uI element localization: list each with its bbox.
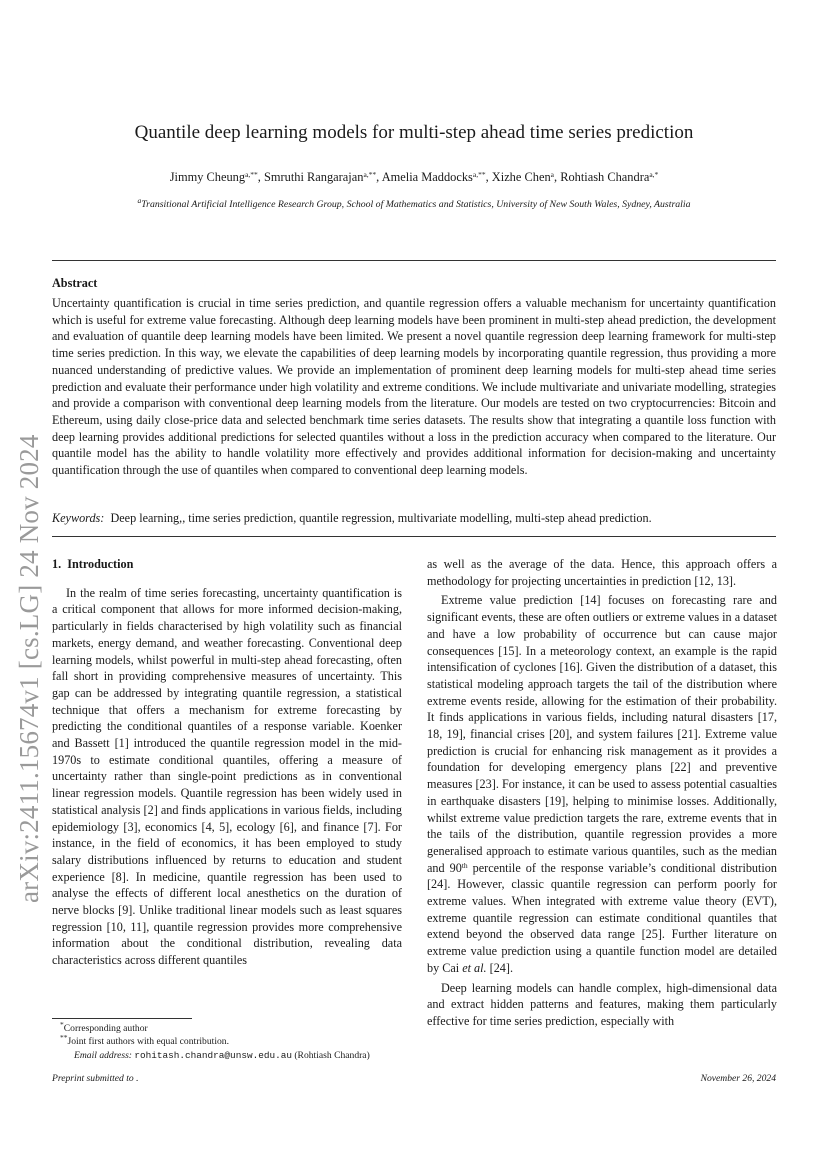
email-label: Email address:: [74, 1049, 133, 1061]
citation-link[interactable]: [10, 11]: [106, 919, 147, 934]
citation-link[interactable]: [24]: [427, 877, 448, 892]
citation-link[interactable]: [2]: [143, 802, 158, 817]
body-text: . However, classic quantile regression can perform poorly for extreme values. When integrated with extreme value theory (EVT), extreme quantile regression can estimate conditional quantiles that extend beyond the observed data range: [427, 877, 777, 942]
citation-link[interactable]: [1]: [114, 736, 129, 751]
body-text: , quantile regression provides more comprehensive information about the conditional distribution, revealing data characteristics across different quantiles: [52, 919, 402, 968]
body-text: In the realm of time series forecasting, uncertainty quantification is a critical component that allows for more informed decision-making, particularly in fields characterised by high volatility such as financial markets, energy demand, and weather forecasting. Conventional deep learning models, whilst powerful in multi-step ahead forecasting, often fall short in providing comprehensive measures of uncertainty. This gap can be addressed by integrating quantile regression, a statistical technique that offers a mechanism for extreme forecasting by predicting the conditional quantiles of a response variable. Koenker and Bassett: [52, 585, 402, 751]
italic-text: et al.: [462, 960, 487, 975]
right-column: [427, 556, 777, 1030]
left-column-text: [52, 585, 402, 969]
keywords-text: Deep learning,, time series prediction, quantile regression, multivariate modelling, multi-step ahead prediction.: [110, 511, 652, 525]
citation-link[interactable]: [14]: [580, 593, 601, 608]
email-owner: (Rohtiash Chandra): [294, 1049, 370, 1061]
citation-link[interactable]: [9]: [118, 903, 133, 918]
citation-link[interactable]: [22]: [670, 760, 691, 775]
footnote-mark: *: [60, 1020, 64, 1029]
citation-link[interactable]: [4, 5]: [201, 819, 230, 834]
body-text: introduced the quantile regression model in the mid-1970s to estimate conditional quantiles, offering a measure of uncertainty rather than single-point predictions as in conventional linear regression models. Quantile regression has been widely used in statistical analysis: [52, 736, 402, 817]
footnote-text: Joint first authors with equal contribution.: [67, 1036, 229, 1048]
author-name: Xizhe Chen: [491, 170, 551, 184]
footnote-corresponding: [60, 1022, 410, 1035]
email-address-link[interactable]: rohitash.chandra@unsw.edu.au: [134, 1049, 292, 1061]
superscript: th: [461, 860, 468, 870]
footer-preprint-note: Preprint submitted to .: [52, 1073, 139, 1084]
body-text: , financial crises: [462, 727, 549, 742]
keywords-rule: [52, 536, 776, 537]
citation-link[interactable]: [25]: [641, 927, 662, 942]
body-text: as well as the average of the data. Hence, this approach offers a methodology for projecting uncertainties in prediction: [427, 557, 777, 588]
body-text: focuses on forecasting rare and significant events, these are often outliers or extreme values in a dataset and have a low probability of occurrence but can cause major consequences: [427, 593, 777, 658]
body-text: . In a meteorology context, an example is the rapid intensification of cyclones: [427, 643, 777, 675]
author-separator: ,: [376, 170, 382, 184]
body-text: .: [509, 960, 513, 975]
footnote-joint: [60, 1035, 410, 1048]
abstract-body: Uncertainty quantification is crucial in time series prediction, and quantile regression offers a valuable mechanism for uncertainty quantification which is useful for extreme value forecasting. Although deep learning models have been prominent in multi-step ahead prediction, the development and evaluation of quantile deep learning models have been limited. We present a novel quantile regression deep learning framework for multi-step time series prediction. In this way, we elevate the capabilities of deep learning models by incorporating quantile regression, thus providing a more nuanced understanding of predictive values. We provide an implementation of prominent deep learning models for multi-step ahead time series prediction and evaluate their performance under high volatility and extreme conditions. We include multivariate and univariate modelling, strategies and provide a comparison with conventional deep learning models from the literature. Our models are tested on two cryptocurrencies: Bitcoin and Ethereum, using daily close-price data and selected benchmark time series datasets. The results show that integrating a quantile loss function with deep learning provides additional predictions for selected quantiles without a loss in the prediction accuracy when compared to the literature. Our quantile model has the ability to handle volatility more effectively and provides additional information for decision-making and uncertainty quantification through the use of quantiles when compared to conventional deep learning models.: [52, 296, 776, 478]
citation-link[interactable]: [20]: [548, 727, 570, 742]
affiliation: [52, 196, 776, 210]
paragraph: [427, 592, 777, 976]
footer-date: November 26, 2024: [700, 1073, 776, 1084]
author-affiliation-mark: a,**: [472, 170, 486, 179]
body-text: Deep learning models can handle complex, high-dimensional data and extract hidden patterns and features, making them particularly effective for time series prediction, especially with: [427, 980, 777, 1028]
body-text: , and finance: [293, 819, 364, 834]
body-text: and finds applications in various fields, including epidemiology: [52, 802, 402, 834]
body-text: . Unlike traditional linear models such as least squares regression: [52, 903, 402, 934]
author-name: Smruthi Rangarajan: [264, 170, 364, 184]
footnote-rule: [52, 1018, 192, 1019]
body-text: percentile of the response variable’s conditional distribution: [467, 860, 777, 875]
author-name: Rohtiash Chandra: [560, 170, 650, 184]
author-name: Amelia Maddocks: [381, 170, 473, 184]
author-name: Jimmy Cheung: [169, 170, 246, 184]
citation-link[interactable]: [12, 13]: [694, 573, 733, 588]
body-text: . For instance, it can be used to assess potential casualties in earthquake disasters: [427, 777, 777, 808]
footnotes: [60, 1022, 410, 1062]
body-text: . For instance, in the field of economics, it has been employed to study salary distributions influenced by returns to education and student experience: [52, 819, 402, 884]
body-text: . Extreme value prediction is crucial for enhancing risk management as it provides a foundation for developing emergency plans: [427, 727, 777, 775]
author-separator: ,: [553, 170, 561, 184]
body-text: . Given the distribution of a dataset, this statistical modeling approach targets the tail of the distribution where extreme events reside, allowing for the estimation of their probability. It finds applications in various fields, including natural disasters: [427, 660, 777, 725]
citation-link[interactable]: [23]: [475, 777, 496, 792]
paragraph: [52, 585, 402, 969]
citation-link[interactable]: [6]: [279, 819, 294, 834]
body-text: , and system failures: [569, 727, 678, 742]
footnote-text: Corresponding author: [63, 1023, 148, 1034]
footnote-mark: **: [60, 1033, 68, 1043]
author-separator: ,: [485, 170, 492, 184]
citation-link[interactable]: [17, 18, 19]: [427, 710, 777, 742]
paragraph: [427, 556, 777, 589]
body-text: . In medicine, quantile regression has been used to analyse the effects of different local anesthetics on the duration of nerve blocks: [52, 869, 402, 918]
author-affiliation-mark: a,**: [245, 170, 258, 179]
author-list: [52, 170, 776, 185]
footnote-email: [60, 1049, 410, 1062]
body-text: Extreme value prediction: [441, 593, 581, 608]
body-text: , helping to minimise losses. Additionally, whilst extreme value prediction targets the rare, extreme events that in the tails of the distribution, quantile regression provides a more generalised approach to estimate various quantiles, such as the median and 90: [427, 793, 777, 875]
left-column: [52, 556, 402, 969]
arxiv-identifier-stamp: arXiv:2411.15674v1 [cs.LG] 24 Nov 2024: [14, 434, 44, 903]
citation-link[interactable]: [24]: [489, 960, 510, 975]
keywords-line: [52, 510, 776, 526]
top-rule: [52, 260, 776, 261]
author-affiliation-mark: a,**: [363, 170, 377, 179]
author-affiliation-mark: a: [550, 170, 554, 179]
affiliation-mark: a: [137, 196, 142, 205]
affiliation-text: Transitional Artificial Intelligence Research Group, School of Mathematics and Statistics, University of New South Wales, Sydney, Australia: [141, 199, 691, 210]
section-number: 1.: [52, 557, 62, 571]
paper-title: Quantile deep learning models for multi-step ahead time series prediction: [134, 122, 694, 143]
keywords-label: Keywords:: [52, 511, 105, 525]
body-text: and preventive measures: [427, 760, 777, 792]
body-text: . Further literature on extreme value prediction using a quantile function model are detailed by Cai: [427, 927, 777, 975]
citation-link[interactable]: [3]: [123, 819, 138, 834]
citation-link[interactable]: [21]: [677, 727, 698, 742]
citation-link[interactable]: [15]: [498, 643, 519, 658]
citation-link[interactable]: [7]: [363, 819, 378, 834]
body-text: .: [732, 573, 737, 588]
citation-link[interactable]: [8]: [111, 869, 126, 884]
body-text: , economics: [137, 819, 202, 834]
body-text: , ecology: [229, 819, 280, 834]
abstract-heading: Abstract: [52, 276, 98, 290]
paragraph: [427, 980, 777, 1030]
citation-link[interactable]: [19]: [545, 793, 566, 808]
author-separator: ,: [257, 170, 264, 184]
section-title: Introduction: [67, 557, 134, 571]
right-column-text: [427, 556, 777, 1030]
author-affiliation-mark: a,*: [649, 170, 659, 179]
section-heading: [52, 556, 402, 573]
citation-link[interactable]: [16]: [559, 660, 580, 675]
